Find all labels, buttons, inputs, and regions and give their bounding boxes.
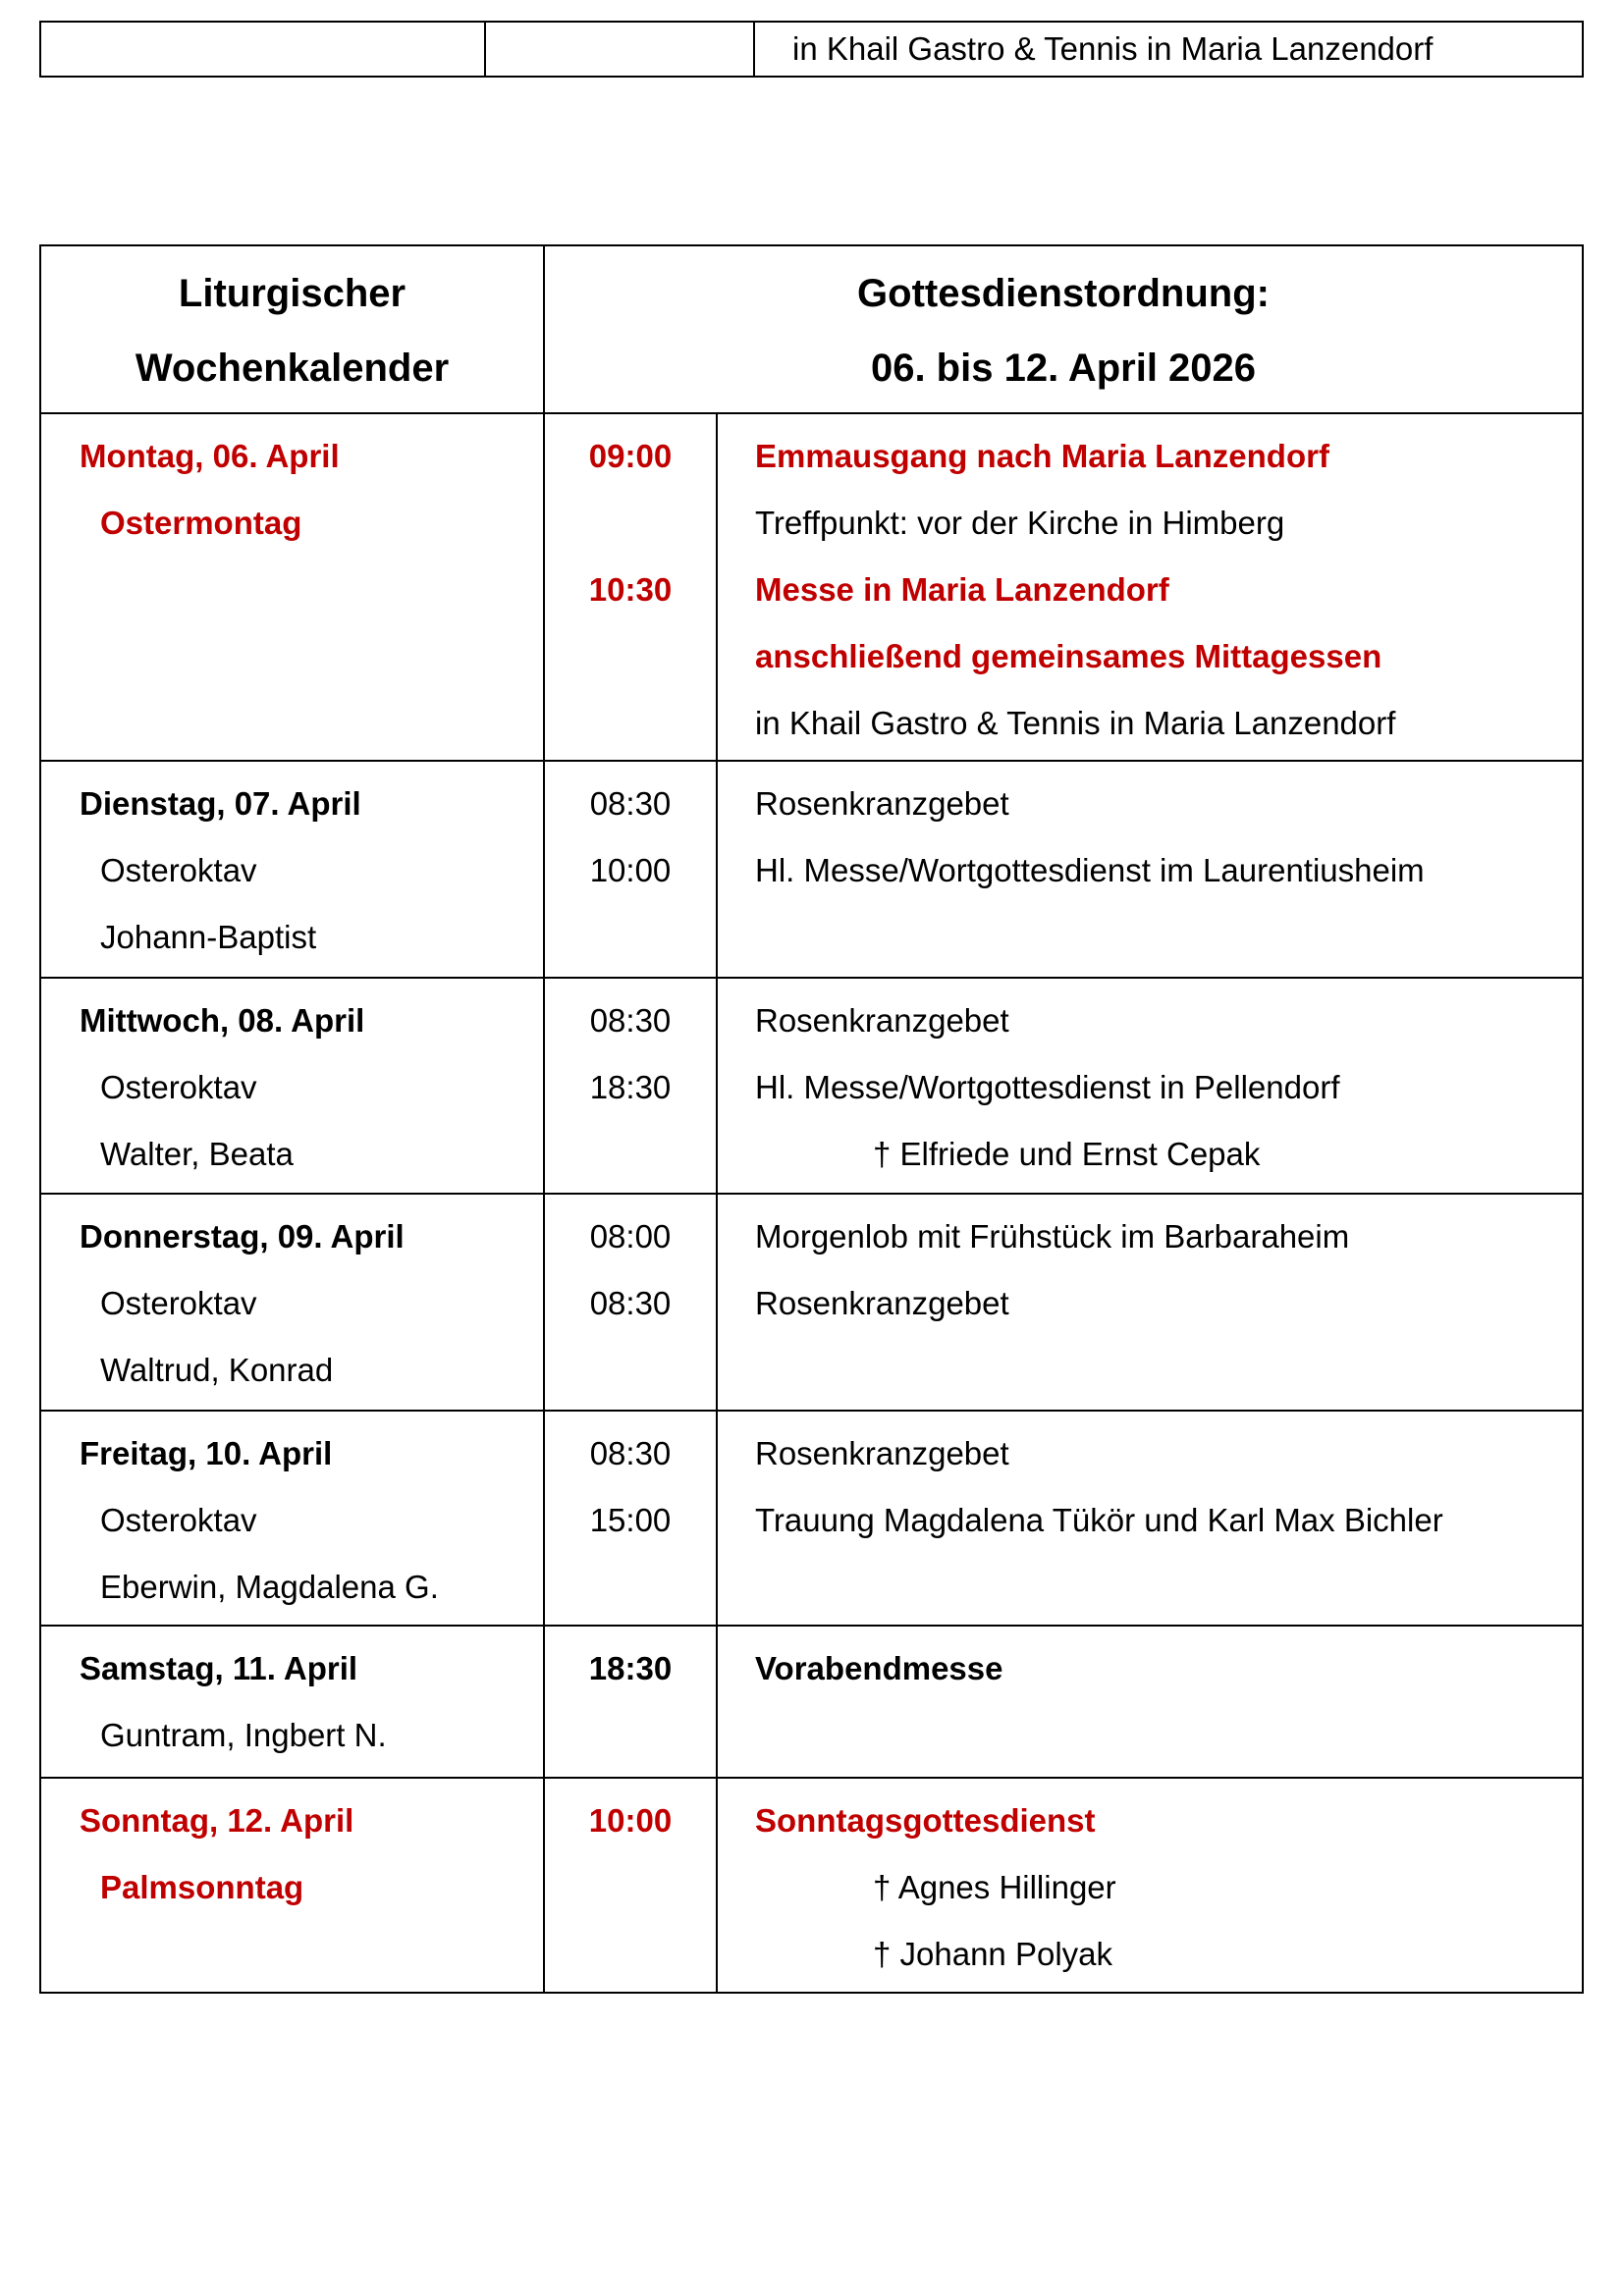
event-text: in Khail Gastro & Tennis in Maria Lanzendorf <box>755 705 1396 741</box>
event-text: Morgenlob mit Frühstück im Barbaraheim <box>755 1218 1350 1255</box>
day-label: Sonntag, 12. April <box>80 1802 354 1839</box>
service-time: 08:30 <box>589 785 672 822</box>
day-label: Mittwoch, 08. April <box>80 1002 365 1039</box>
event-text: in Khail Gastro & Tennis in Maria Lanzendorf <box>754 22 1583 77</box>
event-text: Trauung Magdalena Tükör und Karl Max Bichler <box>755 1502 1443 1538</box>
day-cell <box>40 761 544 978</box>
day-cell <box>40 1778 544 1993</box>
memorial-line: † Elfriede und Ernst Cepak <box>873 1136 1261 1172</box>
event-text: Messe in Maria Lanzendorf <box>755 571 1169 608</box>
day-label: Montag, 06. April <box>80 438 340 474</box>
schedule-table <box>39 244 1584 1994</box>
table-row <box>40 1626 1583 1778</box>
memorial-line: † Johann Polyak <box>873 1936 1113 1972</box>
event-cell <box>717 1626 1583 1778</box>
day-cell <box>40 413 544 761</box>
service-time: 08:30 <box>589 1002 672 1039</box>
day-cell <box>40 1626 544 1778</box>
event-text: Rosenkranzgebet <box>755 1002 1009 1039</box>
day-label: Donnerstag, 09. April <box>80 1218 405 1255</box>
day-subtitle: Osteroktav <box>100 1285 257 1321</box>
day-label: Dienstag, 07. April <box>80 785 361 822</box>
previous-page-table-fragment <box>39 21 1584 78</box>
table-row <box>40 413 1583 761</box>
table-header-row <box>40 245 1583 413</box>
event-text: Rosenkranzgebet <box>755 785 1009 822</box>
time-cell <box>544 1778 717 1993</box>
day-cell <box>40 1194 544 1411</box>
day-label: Freitag, 10. April <box>80 1435 333 1471</box>
service-time <box>545 490 716 557</box>
event-cell <box>717 413 1583 761</box>
header-line: Wochenkalender <box>135 347 450 390</box>
day-subtitle: Osteroktav <box>100 1069 257 1105</box>
event-text: Rosenkranzgebet <box>755 1285 1009 1321</box>
header-line: 06. bis 12. April 2026 <box>870 347 1257 390</box>
service-time: 10:00 <box>589 852 672 888</box>
header-service-schedule <box>544 245 1583 413</box>
day-subtitle: Waltrud, Konrad <box>100 1352 334 1388</box>
memorial-line: † Agnes Hillinger <box>873 1869 1116 1905</box>
event-cell <box>717 978 1583 1194</box>
time-cell <box>544 1411 717 1626</box>
empty-cell <box>485 22 754 77</box>
time-cell <box>544 761 717 978</box>
time-cell <box>544 978 717 1194</box>
header-line: Gottesdienstordnung: <box>857 272 1270 315</box>
day-subtitle: Guntram, Ingbert N. <box>100 1717 387 1753</box>
day-subtitle: Johann-Baptist <box>100 919 317 955</box>
header-liturgical-calendar <box>40 245 544 413</box>
empty-cell <box>40 22 485 77</box>
event-text: Sonntagsgottesdienst <box>755 1802 1096 1839</box>
day-subtitle: Walter, Beata <box>100 1136 294 1172</box>
service-time: 08:00 <box>589 1218 672 1255</box>
day-label: Samstag, 11. April <box>80 1650 358 1686</box>
service-time: 10:30 <box>588 571 673 608</box>
time-cell <box>544 1194 717 1411</box>
service-time: 18:30 <box>589 1069 672 1105</box>
day-subtitle: Osteroktav <box>100 1502 257 1538</box>
event-cell <box>717 761 1583 978</box>
table-row <box>40 1194 1583 1411</box>
event-text: Treffpunkt: vor der Kirche in Himberg <box>755 505 1285 541</box>
event-text: Hl. Messe/Wortgottesdienst im Laurentiusheim <box>755 852 1425 888</box>
service-time: 18:30 <box>588 1650 673 1686</box>
day-subtitle: Eberwin, Magdalena G. <box>100 1569 439 1605</box>
service-time: 15:00 <box>589 1502 672 1538</box>
service-time: 09:00 <box>588 438 673 474</box>
day-cell <box>40 978 544 1194</box>
service-time: 08:30 <box>589 1435 672 1471</box>
event-cell <box>717 1778 1583 1993</box>
day-cell <box>40 1411 544 1626</box>
table-row <box>40 761 1583 978</box>
event-text: Emmausgang nach Maria Lanzendorf <box>755 438 1329 474</box>
day-subtitle: Osteroktav <box>100 852 257 888</box>
event-text: anschließend gemeinsames Mittagessen <box>755 638 1382 674</box>
time-cell <box>544 413 717 761</box>
event-text: Vorabendmesse <box>755 1650 1003 1686</box>
table-row <box>40 22 1583 77</box>
table-row <box>40 1778 1583 1993</box>
day-subtitle: Ostermontag <box>100 505 302 541</box>
service-time: 10:00 <box>588 1802 673 1839</box>
event-cell <box>717 1411 1583 1626</box>
service-time: 08:30 <box>589 1285 672 1321</box>
event-cell <box>717 1194 1583 1411</box>
event-text: Rosenkranzgebet <box>755 1435 1009 1471</box>
header-line: Liturgischer <box>178 272 406 315</box>
table-row <box>40 978 1583 1194</box>
day-subtitle: Palmsonntag <box>100 1869 304 1905</box>
table-row <box>40 1411 1583 1626</box>
time-cell <box>544 1626 717 1778</box>
event-text: Hl. Messe/Wortgottesdienst in Pellendorf <box>755 1069 1340 1105</box>
